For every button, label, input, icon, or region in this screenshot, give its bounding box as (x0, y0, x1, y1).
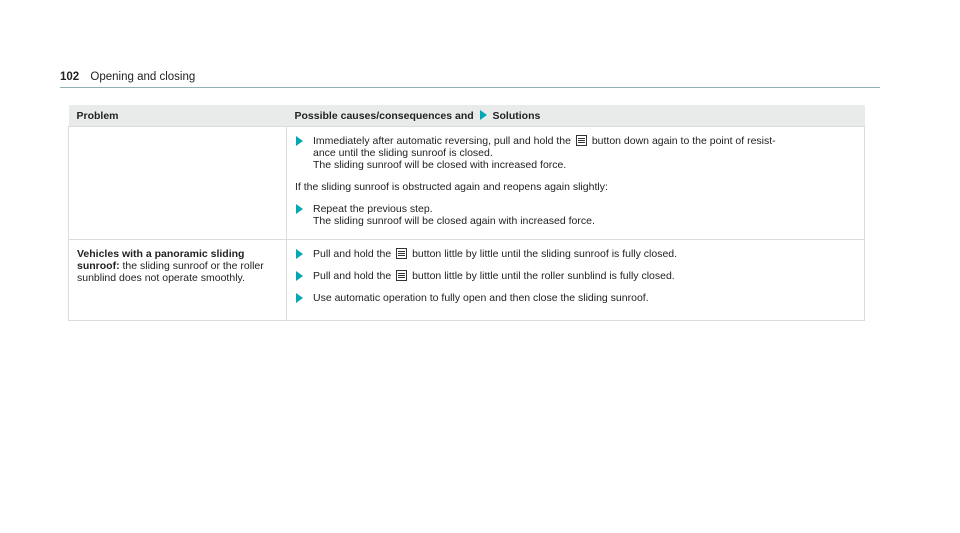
solution-step (295, 292, 856, 305)
play-icon (296, 271, 303, 281)
problem-cell-empty (69, 127, 287, 240)
table-row (69, 240, 865, 321)
play-icon (480, 110, 487, 120)
column-header-solutions-text: Solutions (492, 109, 541, 122)
step-text: button down again to the point of resist- (591, 135, 776, 147)
step-text: ance until the sliding sunroof is closed. (313, 147, 493, 159)
menu-icon (396, 270, 407, 281)
solution-cell (287, 127, 865, 240)
column-header-problem: Problem (69, 105, 287, 127)
page-number: 102 (60, 71, 80, 83)
column-header-causes (287, 105, 865, 127)
section-title: Opening and closing (90, 71, 196, 83)
step-result: The sliding sunroof will be closed with increased force. (313, 159, 567, 171)
step-text: button little by little until the roller sunblind is fully closed. (412, 270, 675, 282)
column-header-causes-text: Possible causes/consequences and (294, 109, 474, 122)
problem-cell (69, 240, 287, 321)
step-text: button little by little until the sliding sunroof is fully closed. (412, 248, 678, 260)
step-result: The sliding sunroof will be closed again with increased force. (313, 215, 595, 227)
page-header (60, 71, 880, 88)
step-text: Repeat the previous step. (313, 203, 433, 215)
solution-step (295, 203, 856, 227)
table-row (69, 127, 865, 240)
solution-cell (287, 240, 865, 321)
step-text: Use automatic operation to fully open and then close the sliding sunroof. (313, 292, 649, 304)
solution-step (295, 270, 856, 283)
solution-step (295, 248, 856, 261)
play-icon (296, 249, 303, 259)
solution-step (295, 135, 856, 171)
step-text: Pull and hold the (313, 248, 392, 260)
condition-text: If the sliding sunroof is obstructed again and reopens again slightly: (295, 181, 608, 193)
step-text: Pull and hold the (313, 270, 392, 282)
menu-icon (576, 135, 587, 146)
play-icon (296, 293, 303, 303)
problem-title: Vehicles with a panoramic sliding sunroof: (77, 248, 245, 272)
troubleshooting-table (68, 105, 865, 321)
problem-description: the sliding sunroof or the roller sunblind does not operate smoothly. (77, 260, 264, 284)
menu-icon (396, 248, 407, 259)
step-text: Immediately after automatic reversing, pull and hold the (313, 135, 571, 147)
play-icon (296, 136, 303, 146)
table-header-row (69, 105, 865, 127)
play-icon (296, 204, 303, 214)
